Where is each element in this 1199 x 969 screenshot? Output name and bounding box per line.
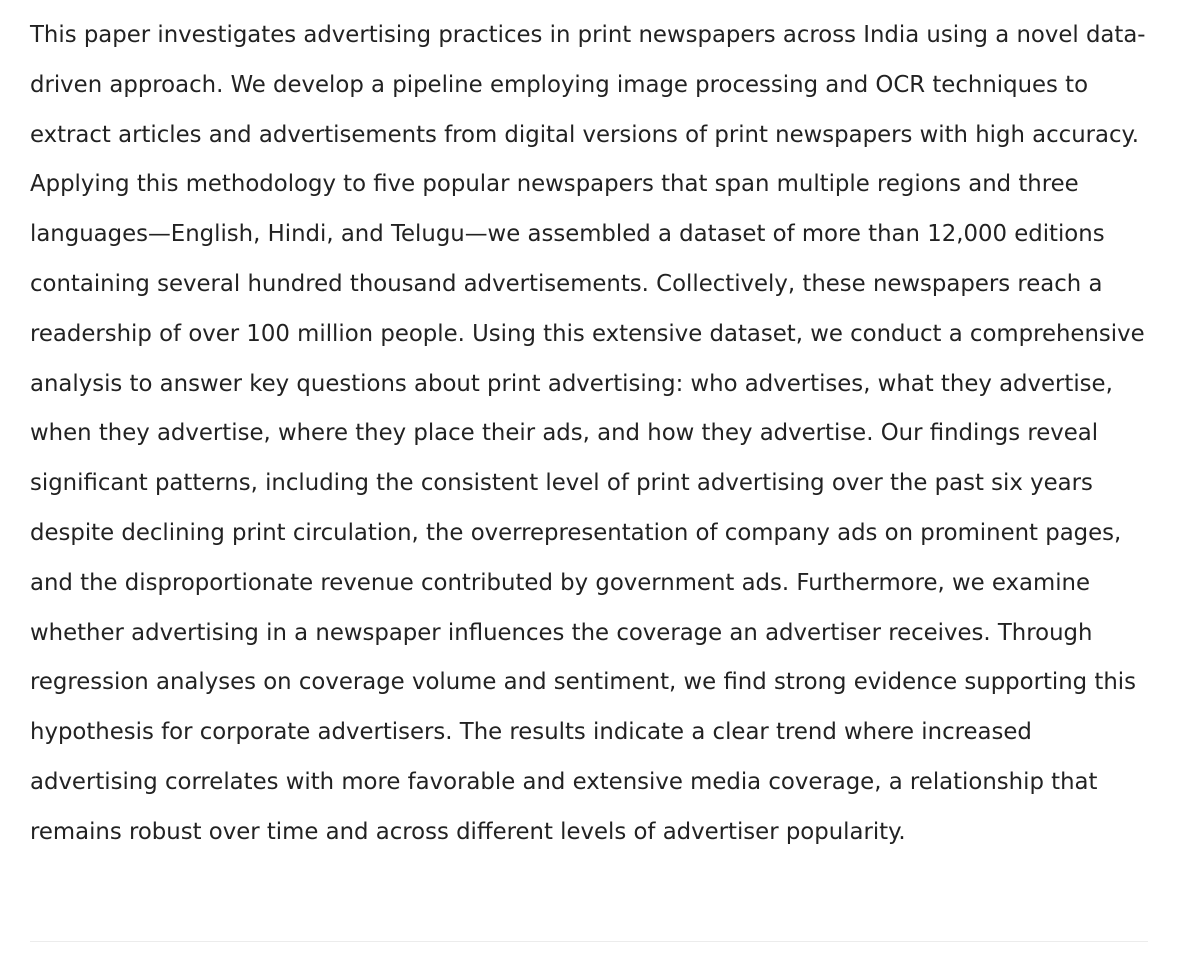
abstract-paragraph: This paper investigates advertising practices in print newspapers across India using a novel data-driven approach. We develop a pipeline employing image processing and OCR techniques to extract articles and advertisements from digital versions of print newspapers with high accuracy. Applying this methodology to five popular newspapers that span multiple regions and three languages—English, Hindi, and Telugu—we assembled a dataset of more than 12,000 editions containing several hundred thousand advertisements. Collectively, these newspapers reach a readership of over 100 million people. Using this extensive dataset, we conduct a comprehensive analysis to answer key questions about print advertising: who advertises, what they advertise, when they advertise, where they place their ads, and how they advertise. Our findings reveal significant patterns, including the consistent level of print advertising over the past six years despite declining print circulation, the overrepresentation of company ads on prominent pages, and the disproportionate revenue contributed by government ads. Furthermore, we examine whether advertising in a newspaper influences the coverage an advertiser receives. Through regression analyses on coverage volume and sentiment, we find strong evidence supporting this hypothesis for corporate advertisers. The results indicate a clear trend where increased advertising correlates with more favorable and extensive media coverage, a relationship that remains robust over time and across different levels of advertiser popularity. [30,22,1146,845]
section-divider [30,941,1148,942]
abstract-section [30,11,1155,858]
